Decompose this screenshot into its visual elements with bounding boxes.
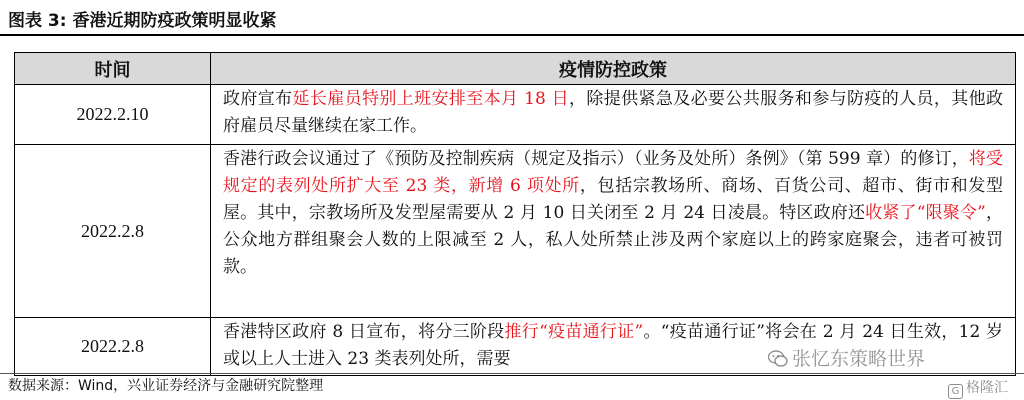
policy-text-segment: 。“疫苗通行证”将会在 2 月 24 日生效，12 岁或以上人士进入 23 类表列处所，需要: [223, 322, 1004, 369]
policy-text-segment: 政府宣布: [223, 89, 293, 109]
source-divider: [0, 373, 1024, 374]
policy-text-segment: 香港特区政府 8 日宣布，将分三阶段: [223, 322, 505, 342]
policy-highlight: 将受规定的表列处所扩大至 23 类，新增 6 项处所: [223, 149, 1004, 196]
policy-highlight: 推行“疫苗通行证”: [504, 322, 644, 342]
title-divider: [0, 34, 1024, 36]
policy-table: [14, 52, 1016, 376]
table-row: [15, 85, 1016, 145]
column-header-date: 时间: [15, 53, 211, 85]
table-header-row: [15, 53, 1016, 85]
figure-title: 图表 3: 香港近期防疫政策明显收紧: [8, 11, 277, 31]
policy-text-segment: ，公众地方群组聚会人数的上限减至 2 人，私人处所禁止涉及两个家庭以上的跨家庭聚会，违者可被罚款。: [223, 203, 1004, 277]
gelonghui-logo-icon: G: [948, 384, 963, 399]
column-header-policy: 疫情防控政策: [211, 53, 1016, 85]
row-policy-text: [211, 145, 1016, 318]
table-row: [15, 145, 1016, 318]
wechat-icon: [768, 350, 788, 373]
watermark-main: [768, 344, 925, 373]
watermark-corner: [948, 377, 1008, 399]
watermark-main-text: 张忆东策略世界: [792, 348, 926, 370]
row-date: 2022.2.10: [15, 85, 211, 145]
data-source-note: 数据来源：Wind，兴业证券经济与金融研究院整理: [8, 378, 324, 394]
policy-highlight: 收紧了“限聚令”: [865, 203, 986, 223]
policy-text-segment: 香港行政会议通过了《预防及控制疾病（规定及指示）（业务及处所）条例》（第 599 章）的修订，: [223, 149, 969, 169]
row-date: 2022.2.8: [15, 318, 211, 376]
row-date: 2022.2.8: [15, 145, 211, 318]
watermark-corner-text: 格隆汇: [966, 380, 1008, 396]
policy-text-segment: ，除提供紧急及必要公共服务和参与防疫的人员，其他政府雇员尽量继续在家工作。: [223, 89, 1004, 136]
policy-highlight: 延长雇员特别上班安排至本月 18 日: [292, 89, 569, 109]
row-policy-text: [211, 85, 1016, 145]
policy-text-segment: ，包括宗教场所、商场、百货公司、超市、街市和发型屋。其中，宗教场所及发型屋需要从 2 月 10 日关闭至 2 月 24 日凌晨。特区政府还: [223, 176, 1004, 223]
